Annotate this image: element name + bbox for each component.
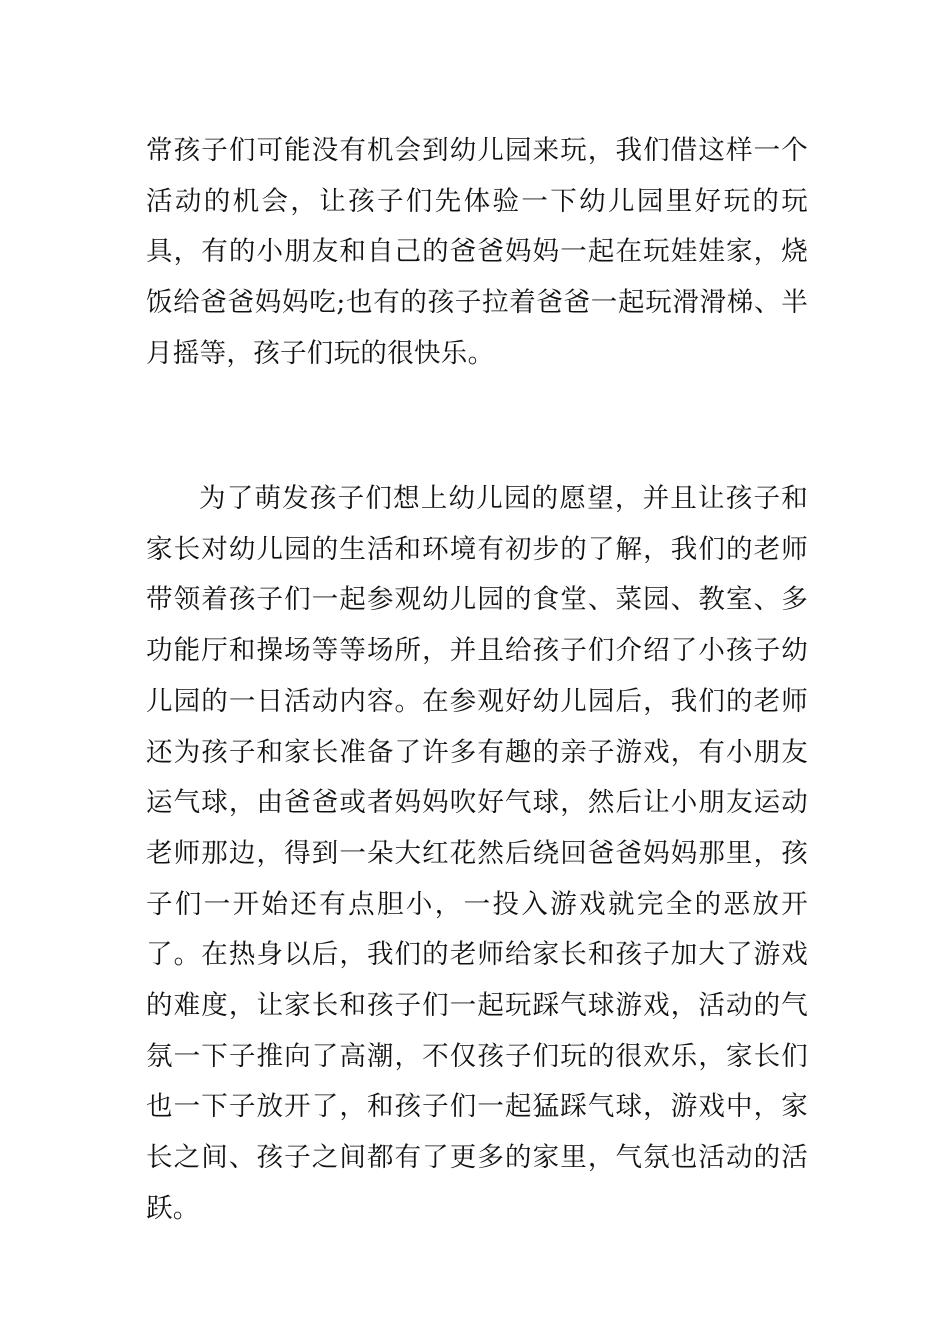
paragraph-1: 常孩子们可能没有机会到幼儿园来玩，我们借这样一个活动的机会，让孩子们先体验一下幼儿园里好玩的玩具，有的小朋友和自己的爸爸妈妈一起在玩娃娃家，烧饭给爸爸妈妈吃;也有的孩子拉着爸爸一起玩滑滑梯、半月摇等，孩子们玩的很快乐。 bbox=[146, 135, 808, 369]
paragraph-2: 为了萌发孩子们想上幼儿园的愿望，并且让孩子和家长对幼儿园的生活和环境有初步的了解，我们的老师带领着孩子们一起参观幼儿园的食堂、菜园、教室、多功能厅和操场等等场所，并且给孩子们介绍了小孩子幼儿园的一日活动内容。在参观好幼儿园后，我们的老师还为孩子和家长准备了许多有趣的亲子游戏，有小朋友运气球，由爸爸或者妈妈吹好气球，然后让小朋友运动老师那边，得到一朵大红花然后绕回爸爸妈妈那里，孩子们一开始还有点胆小，一投入游戏就完全的恶放开了。在热身以后，我们的老师给家长和孩子加大了游戏的难度，让家长和孩子们一起玩踩气球游戏，活动的气氛一下子推向了高潮，不仅孩子们玩的很欢乐，家长们也一下子放开了，和孩子们一起猛踩气球，游戏中，家长之间、孩子之间都有了更多的家里，气氛也活动的活跃。 bbox=[146, 483, 808, 1224]
